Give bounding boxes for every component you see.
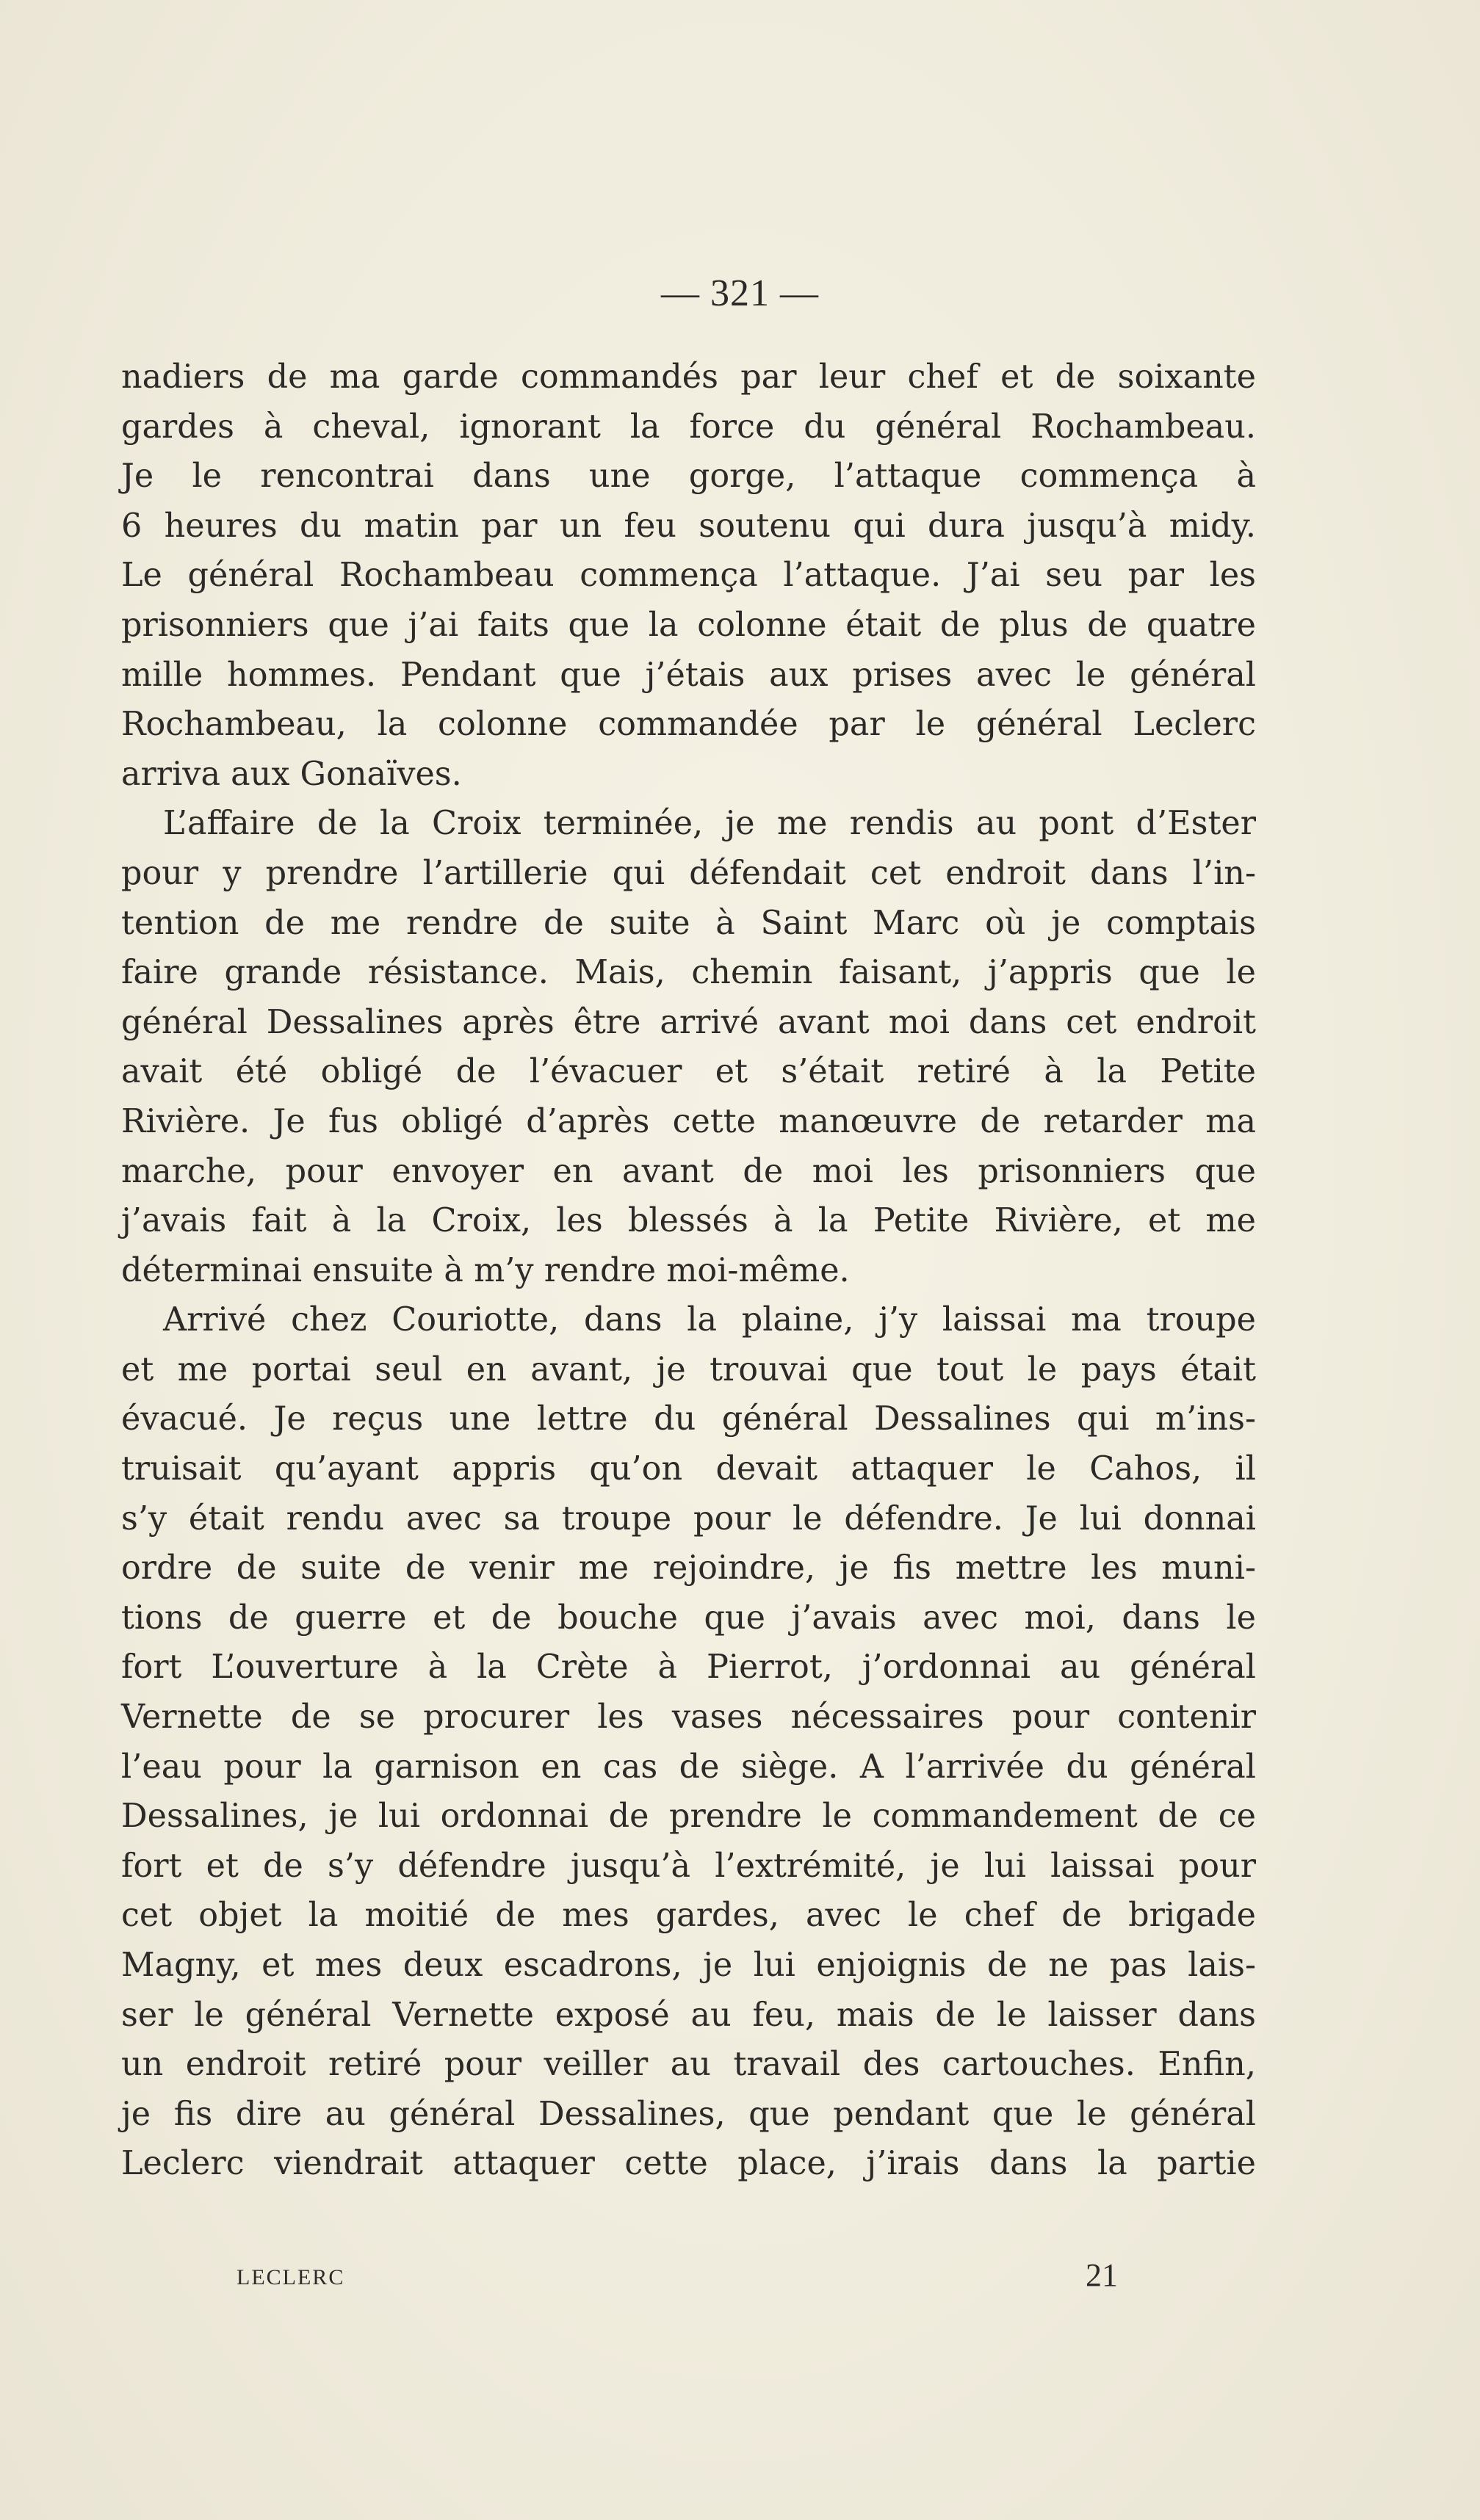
signature-mark: LECLERC (237, 2265, 345, 2289)
text-line: tions de guerre et de bouche que j’avais avec moi, dans le (121, 1598, 1256, 1637)
text-line: j’avais fait à la Croix, les blessés à la Petite Rivière, et me (121, 1202, 1256, 1240)
text-line: gardes à cheval, ignorant la force du général Rochambeau. (121, 408, 1256, 446)
text-line: faire grande résistance. Mais, chemin faisant, j’appris que le (121, 954, 1256, 992)
text-line: Leclerc viendrait attaquer cette place, j’irais dans la partie (121, 2145, 1256, 2183)
text-line: Le général Rochambeau commença l’attaque. J’ai seu par les (121, 557, 1256, 595)
text-line: Magny, et mes deux escadrons, je lui enjoignis de ne pas lais- (121, 1947, 1256, 1984)
text-line: 6 heures du matin par un feu soutenu qui dura jusqu’à midy. (121, 507, 1256, 545)
text-line: mille hommes. Pendant que j’étais aux prises avec le général (121, 656, 1256, 694)
text-line: tention de me rendre de suite à Saint Marc où je comptais (121, 904, 1256, 942)
text-line: truisait qu’ayant appris qu’on devait attaquer le Cahos, il (121, 1450, 1256, 1488)
text-line: Vernette de se procurer les vases nécessaires pour contenir (121, 1698, 1256, 1737)
text-line: fort et de s’y défendre jusqu’à l’extrémité, je lui laissai pour (121, 1847, 1256, 1885)
text-line: Je le rencontrai dans une gorge, l’attaque commença à (121, 457, 1256, 496)
text-line: l’eau pour la garnison en cas de siège. A l’arrivée du général (121, 1748, 1256, 1786)
text-line: Rivière. Je fus obligé d’après cette manœuvre de retarder ma (121, 1102, 1256, 1140)
page-number: — 321 — (661, 272, 819, 314)
text-line: arriva aux Gonaïves. (121, 755, 462, 793)
text-line: cet objet la moitié de mes gardes, avec le chef de brigade (121, 1897, 1256, 1935)
text-line: je fis dire au général Dessalines, que pendant que le général (121, 2095, 1256, 2133)
text-line: et me portai seul en avant, je trouvai que tout le pays était (121, 1350, 1256, 1388)
text-line: ordre de suite de venir me rejoindre, je fis mettre les muni- (121, 1549, 1256, 1587)
text-line: prisonniers que j’ai faits que la colonne était de plus de quatre (121, 606, 1256, 644)
text-line: Arrivé chez Couriotte, dans la plaine, j’y laissai ma troupe (163, 1301, 1256, 1339)
text-line: un endroit retiré pour veiller au travail des cartouches. Enfin, (121, 2046, 1256, 2084)
text-line: déterminai ensuite à m’y rendre moi-même. (121, 1251, 850, 1289)
text-line: Rochambeau, la colonne commandée par le général Leclerc (121, 706, 1256, 744)
text-line: pour y prendre l’artillerie qui défendait cet endroit dans l’in- (121, 854, 1256, 892)
text-line: nadiers de ma garde commandés par leur chef et de soixante (121, 358, 1256, 396)
sheet-number: 21 (1086, 2257, 1118, 2293)
text-line: général Dessalines après être arrivé avant moi dans cet endroit (121, 1003, 1256, 1041)
text-line: évacué. Je reçus une lettre du général Dessalines qui m’ins- (121, 1400, 1256, 1438)
text-line: fort L’ouverture à la Crète à Pierrot, j’ordonnai au général (121, 1648, 1256, 1687)
text-line: ser le général Vernette exposé au feu, mais de le laisser dans (121, 1996, 1256, 2034)
text-line: marche, pour envoyer en avant de moi les prisonniers que (121, 1152, 1256, 1190)
text-line: avait été obligé de l’évacuer et s’était retiré à la Petite (121, 1053, 1256, 1091)
text-line: s’y était rendu avec sa troupe pour le défendre. Je lui donnai (121, 1499, 1256, 1538)
text-line: Dessalines, je lui ordonnai de prendre le commandement de ce (121, 1797, 1256, 1836)
body-text (121, 352, 1256, 2189)
text-line: L’affaire de la Croix terminée, je me rendis au pont d’Ester (163, 805, 1256, 843)
